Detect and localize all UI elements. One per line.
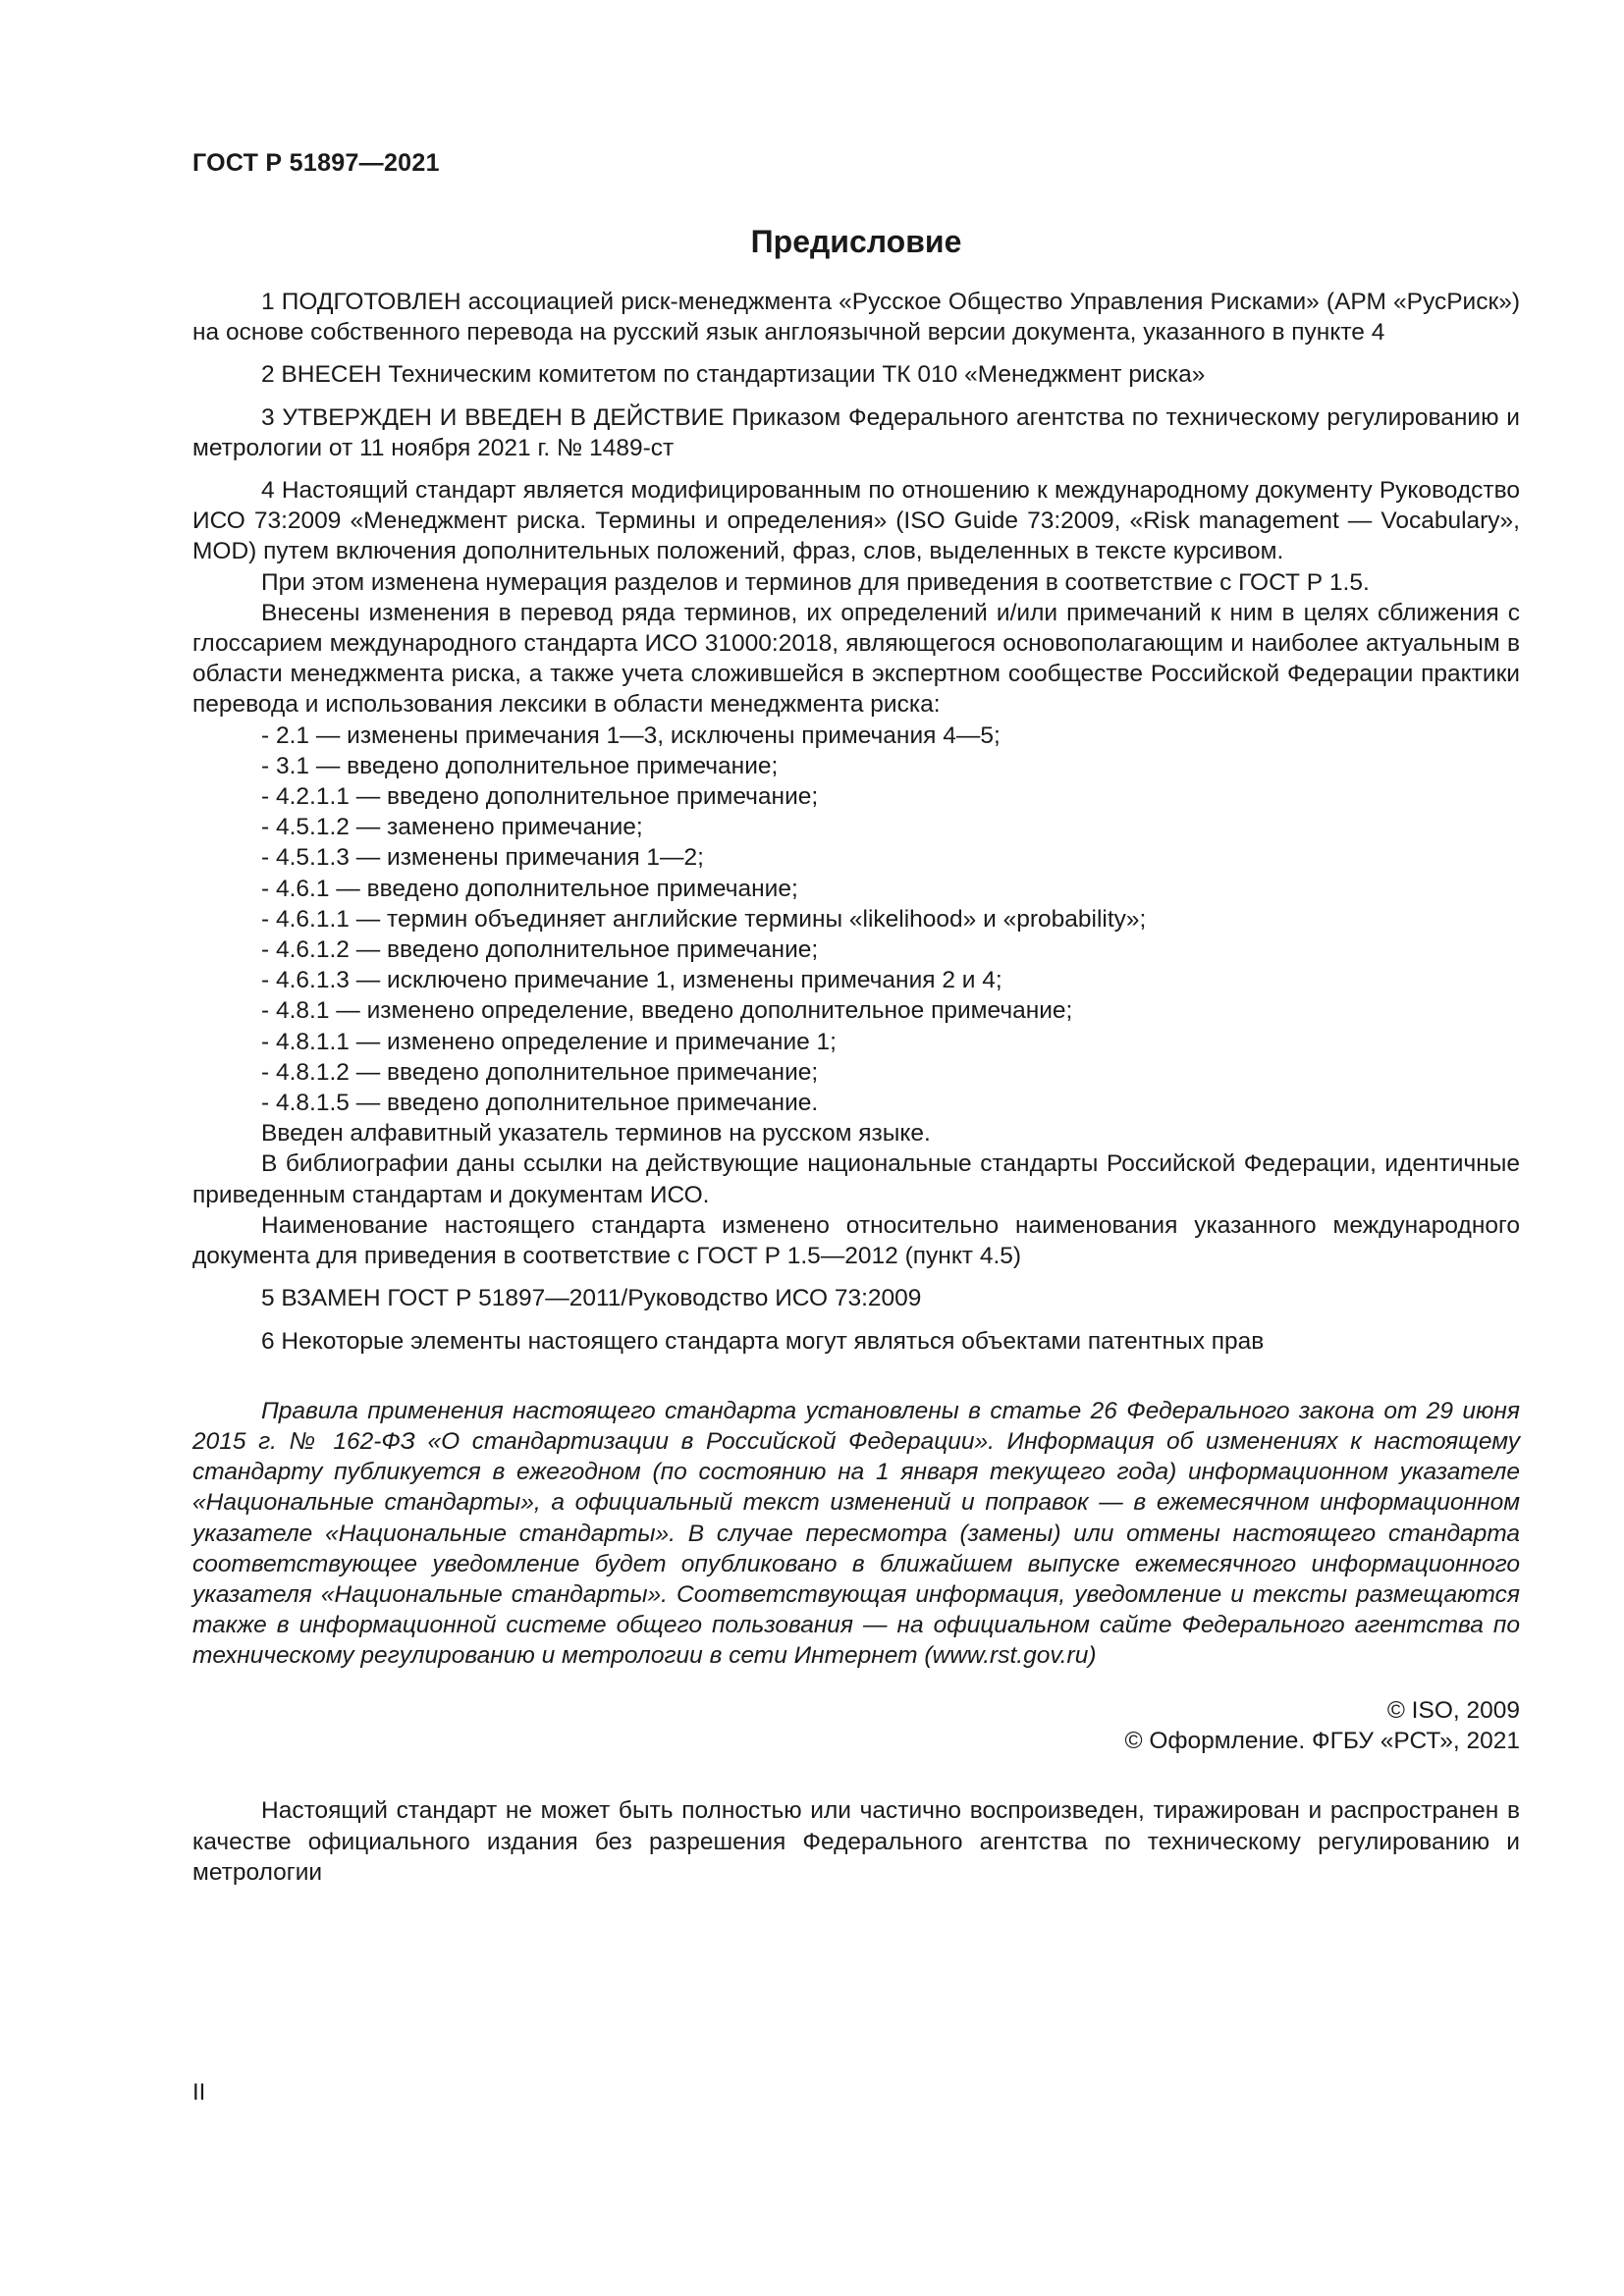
paragraph-4-changes: Внесены изменения в перевод ряда терминов, их определений и/или примечаний к ним в целях сближения с глоссарием международного стандарта ИСО 31000:2018, являющегося основополагающим и наиболее актуальным в области менеджмента риска, а также учета сложившейся в экспертном сообществе Российской Федерации практики перевода и использования лексики в области менеджмента риска: [192, 599, 1520, 719]
list-item: - 4.6.1.2 — введено дополнительное примечание; [261, 936, 819, 964]
list-item: - 3.1 — введено дополнительное примечание; [261, 752, 779, 779]
paragraph-4: 4 Настоящий стандарт является модифицированным по отношению к международному документу Руководство ИСО 73:2009 «Менеджмент риска. Термины и определения» (ISO Guide 73:2009, «Risk management — Vocabulary», MOD) путем включения дополнительных положений, фраз, слов, выделенных в тексте курсивом. [192, 477, 1520, 565]
list-item: - 4.8.1.2 — введено дополнительное примечание; [261, 1058, 819, 1086]
paragraph-4-bibliography: В библиографии даны ссылки на действующие национальные стандарты Российской Федерации, идентичные приведенным стандартам и документам ИСО. [192, 1150, 1520, 1208]
list-item: - 4.8.1.5 — введено дополнительное примечание. [261, 1090, 819, 1117]
page-number: II [192, 2079, 206, 2106]
paragraph-4-title-change: Наименование настоящего стандарта изменено относительно наименования указанного международного документа для приведения в соответствие с ГОСТ Р 1.5—2012 (пункт 4.5) [192, 1211, 1520, 1270]
list-item: - 4.6.1 — введено дополнительное примечание; [261, 875, 798, 902]
paragraph-4-index: Введен алфавитный указатель терминов на русском языке. [261, 1120, 931, 1148]
section-title: Предисловие [750, 224, 962, 259]
list-item: - 2.1 — изменены примечания 1—3, исключены примечания 4—5; [261, 721, 1001, 749]
application-rules-notice: Правила применения настоящего стандарта установлены в статье 26 Федерального закона от 29 июня 2015 г. № 162-ФЗ «О стандартизации в Российской Федерации». Информация об изменениях к настоящему стандарту публикуется в ежегодном (по состоянию на 1 января текущего года) информационном указателе «Национальные стандарты», а официальный текст изменений и поправок — в ежемесячном информационном указателе «Национальные стандарты». В случае пересмотра (замены) или отмены настоящего стандарта соответствующее уведомление будет опубликовано в ближайшем выпуске ежемесячного информационного указателя «Национальные стандарты». Соответствующая информация, уведомление и тексты размещаются также в информационной системе общего пользования — на официальном сайте Федерального агентства по техническому регулированию и метрологии в сети Интернет (www.rst.gov.ru) [192, 1397, 1520, 1670]
document-header: ГОСТ Р 51897—2021 [192, 149, 440, 177]
list-item: - 4.8.1.1 — изменено определение и примечание 1; [261, 1028, 837, 1055]
paragraph-2: 2 ВНЕСЕН Техническим комитетом по стандартизации ТК 010 «Менеджмент риска» [261, 361, 1206, 389]
paragraph-3: 3 УТВЕРЖДЕН И ВВЕДЕН В ДЕЙСТВИЕ Приказом Федерального агентства по техническому регулированию и метрологии от 11 ноября 2021 г. № 1489-ст [192, 403, 1520, 461]
reproduction-notice: Настоящий стандарт не может быть полностью или частично воспроизведен, тиражирован и распространен в качестве официального издания без разрешения Федерального агентства по техническому регулированию и метрологии [192, 1797, 1520, 1886]
preface-body [192, 287, 1520, 1912]
list-item: - 4.6.1.3 — исключено примечание 1, изменены примечания 2 и 4; [261, 967, 1002, 994]
paragraph-4-numbering: При этом изменена нумерация разделов и терминов для приведения в соответствие с ГОСТ Р 1.5. [261, 568, 1370, 596]
copyright-block [192, 1695, 1520, 1756]
list-item: - 4.8.1 — изменено определение, введено дополнительное примечание; [261, 997, 1073, 1025]
list-item: - 4.5.1.3 — изменены примечания 1—2; [261, 844, 704, 872]
list-item: - 4.6.1.1 — термин объединяет английские термины «likelihood» и «probability»; [261, 905, 1147, 933]
list-item: - 4.2.1.1 — введено дополнительное примечание; [261, 783, 819, 811]
paragraph-6: 6 Некоторые элементы настоящего стандарта могут являться объектами патентных прав [261, 1327, 1265, 1355]
copyright-rst: © Оформление. ФГБУ «РСТ», 2021 [1124, 1728, 1520, 1755]
list-item: - 4.5.1.2 — заменено примечание; [261, 814, 643, 841]
copyright-iso: © ISO, 2009 [1386, 1697, 1520, 1725]
paragraph-5: 5 ВЗАМЕН ГОСТ Р 51897—2011/Руководство ИСО 73:2009 [261, 1285, 922, 1312]
paragraph-1: 1 ПОДГОТОВЛЕН ассоциацией риск-менеджмента «Русское Общество Управления Рисками» (АРМ «РусРиск») на основе собственного перевода на русский язык англоязычной версии документа, указанного в пункте 4 [192, 289, 1520, 347]
